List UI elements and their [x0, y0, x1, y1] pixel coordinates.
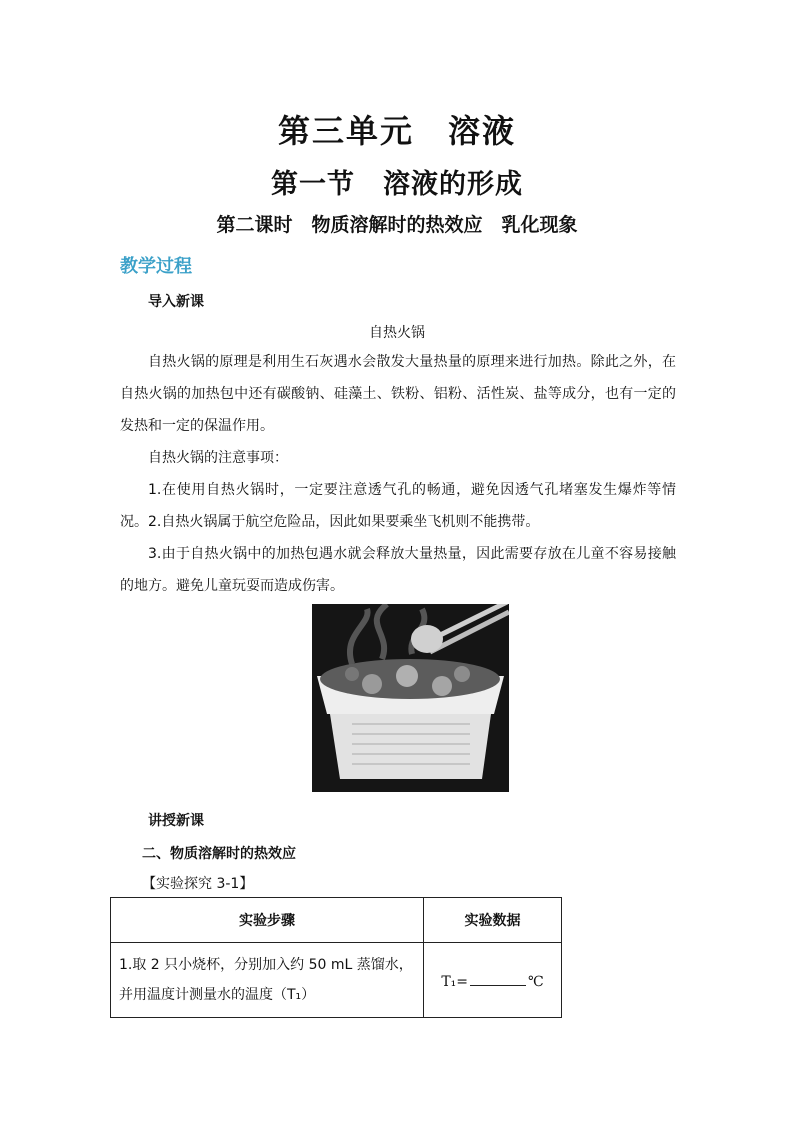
intro-paragraph: 1.在使用自热火锅时，一定要注意透气孔的畅通，避免因透气孔堵塞发生爆炸等情况。 [120, 482, 676, 530]
intro-paragraph: 自热火锅的注意事项： [148, 450, 288, 466]
intro-paragraph: 自热火锅的原理是利用生石灰遇水会散发大量热量的原理来进行加热。除此之外，在自热火锅的加热包中还有碳酸钠、硅藻土、铁粉、铝粉、活性炭、盐等成分，也有一定的发热和一定的保温作用。 [120, 354, 676, 434]
lesson-title: 第二课时 物质溶解时的热效应 乳化现象 [216, 214, 578, 236]
teaching-process-heading: 教学过程 [120, 256, 192, 277]
temperature-unit: ℃ [528, 973, 544, 990]
intro-center-title: 自热火锅 [369, 325, 425, 341]
new-lesson-heading: 讲授新课 [148, 813, 204, 829]
hotpot-photo [312, 604, 509, 792]
answer-blank[interactable] [470, 971, 526, 986]
intro-paragraph: 2.自热火锅属于航空危险品，因此如果要乘坐飞机则不能携带。 [148, 514, 540, 530]
table-header-data: 实验数据 [424, 898, 562, 943]
hotpot-illustration [312, 604, 509, 792]
table-cell-data [424, 943, 562, 1018]
experiment-label: 【实验探究 3-1】 [142, 876, 254, 892]
unit-title: 第三单元 溶液 [277, 112, 516, 150]
intro-heading: 导入新课 [148, 294, 204, 310]
experiment-table [110, 897, 562, 1018]
heat-effect-subheading: 二、物质溶解时的热效应 [142, 846, 296, 862]
table-cell-step: 1.取 2 只小烧杯，分别加入约 50 mL 蒸馏水，并用温度计测量水的温度（T₁） [111, 943, 424, 1018]
intro-paragraph: 3.由于自热火锅中的加热包遇水就会释放大量热量，因此需要存放在儿童不容易接触的地方。避免儿童玩耍而造成伤害。 [120, 546, 676, 594]
temperature-label: T₁= [441, 973, 468, 990]
table-header-row [111, 898, 562, 943]
table-header-steps: 实验步骤 [111, 898, 424, 943]
table-row [111, 943, 562, 1018]
section-title: 第一节 溶液的形成 [271, 169, 523, 200]
